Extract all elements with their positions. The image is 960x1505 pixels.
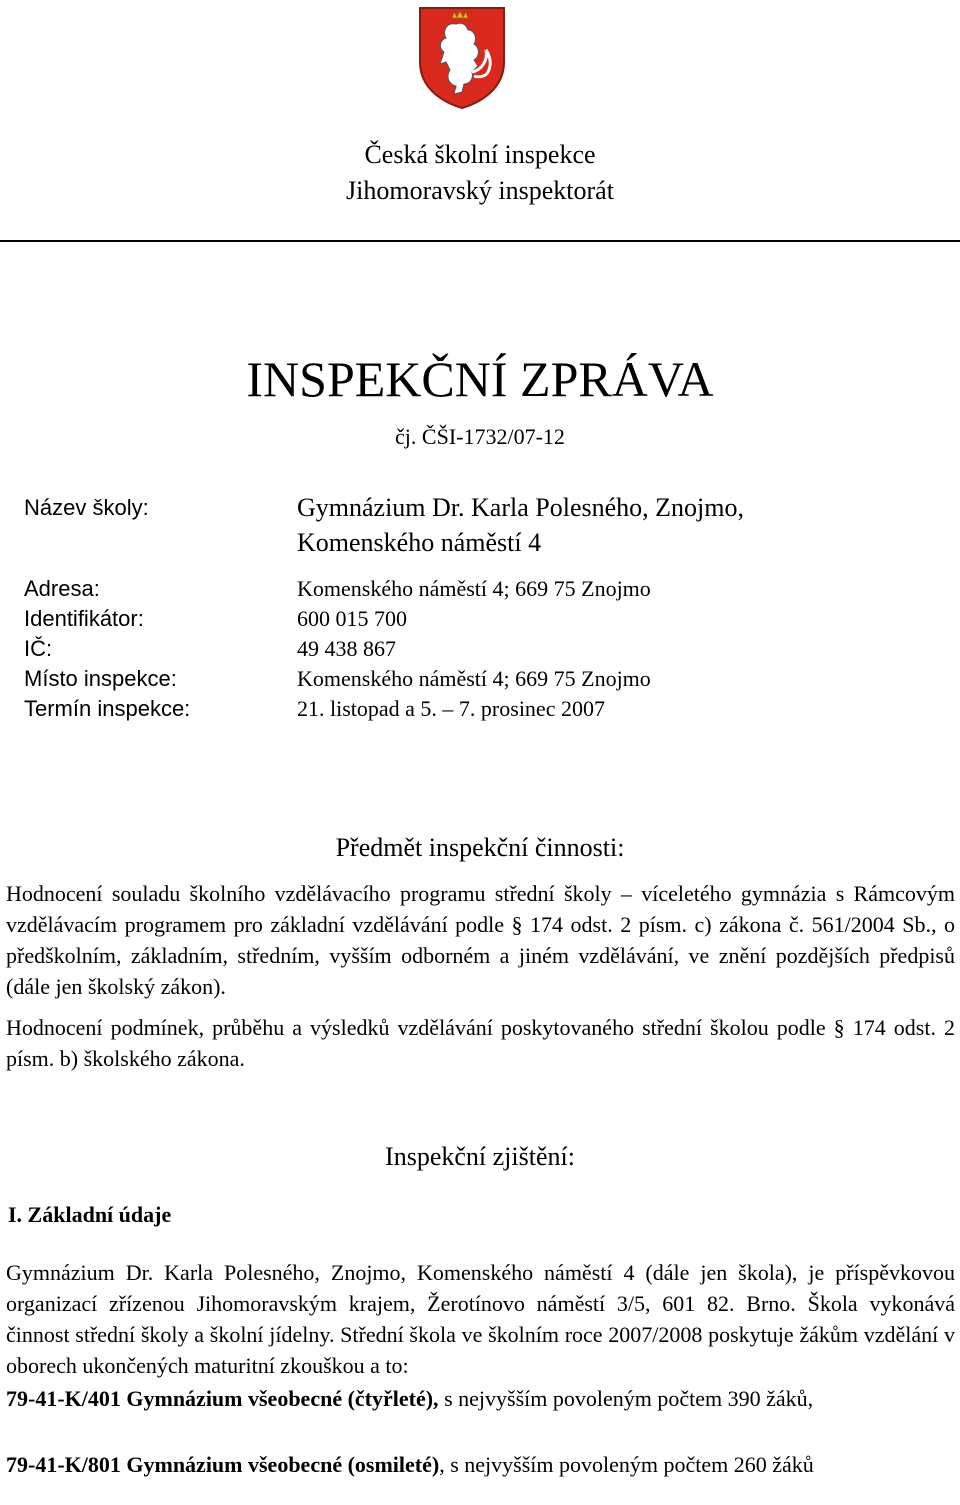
findings-heading: Inspekční zjištění: [385,1142,575,1171]
program-capacity: , s nejvyšším povoleným počtem 260 žáků [439,1452,814,1477]
org-branch: Jihomoravský inspektorát [346,176,614,205]
program-code-name: 79-41-K/401 Gymnázium všeobecné (čtyřleté), [6,1386,439,1411]
ic-label: IČ: [24,636,53,661]
findings-intro: Gymnázium Dr. Karla Polesného, Znojmo, Komenského náměstí 4 (dále jen škola), je příspěvkovou organizací zřízenou Jihomoravským krajem, Žerotínovo náměstí 3/5, 601 82. Brno. Škola vykonává činnost střední školy a školní jídelny. Střední škola ve školním roce 2007/2008 poskytuje žákům vzdělání v oborech ukončených maturitní zkouškou a to: [6,1260,955,1378]
address-value: Komenského náměstí 4; 669 75 Znojmo [297,576,651,601]
ic-value: 49 438 867 [297,636,396,661]
inspection-place-label: Místo inspekce: [24,666,177,691]
subject-paragraph-2: Hodnocení podmínek, průběhu a výsledků vzdělávání poskytovaného střední školou podle § 174 odst. 2 písm. b) školského zákona. [6,1015,955,1071]
inspection-date-value: 21. listopad a 5. – 7. prosinec 2007 [297,696,605,721]
inspection-place-value: Komenského náměstí 4; 669 75 Znojmo [297,666,651,691]
subject-heading: Předmět inspekční činnosti: [335,833,625,862]
school-name-line1: Gymnázium Dr. Karla Polesného, Znojmo, [297,493,744,522]
inspection-date-label: Termín inspekce: [24,696,191,721]
czech-coat-of-arms-icon [416,4,508,110]
section-basic-data-heading: I. Základní údaje [8,1202,172,1227]
identifier-value: 600 015 700 [297,606,407,631]
program-item [6,1449,955,1480]
program-item [6,1383,955,1414]
subject-text [6,878,955,1084]
address-label: Adresa: [24,576,100,601]
school-name-label: Název školy: [24,495,149,520]
reference-number: čj. ČŠI-1732/07-12 [395,424,565,449]
school-name-line2: Komenského náměstí 4 [297,528,542,557]
report-title: INSPEKČNÍ ZPRÁVA [246,351,714,407]
program-capacity: s nejvyšším povoleným počtem 390 žáků, [438,1386,814,1411]
program-code-name: 79-41-K/801 Gymnázium všeobecné (osmileté) [6,1452,440,1477]
subject-paragraph-1: Hodnocení souladu školního vzdělávacího programu střední školy – víceletého gymnázia s Rámcovým vzdělávacím programem pro základní vzdělávání podle § 174 odst. 2 písm. c) zákona č. 561/2004 Sb., o předškolním, základním, středním, vyšším odborném a jiném vzdělávání, ve znění pozdějších předpisů (dále jen školský zákon). [6,881,955,999]
header-divider [0,240,960,242]
identifier-label: Identifikátor: [24,606,144,631]
org-name: Česká školní inspekce [364,140,596,169]
